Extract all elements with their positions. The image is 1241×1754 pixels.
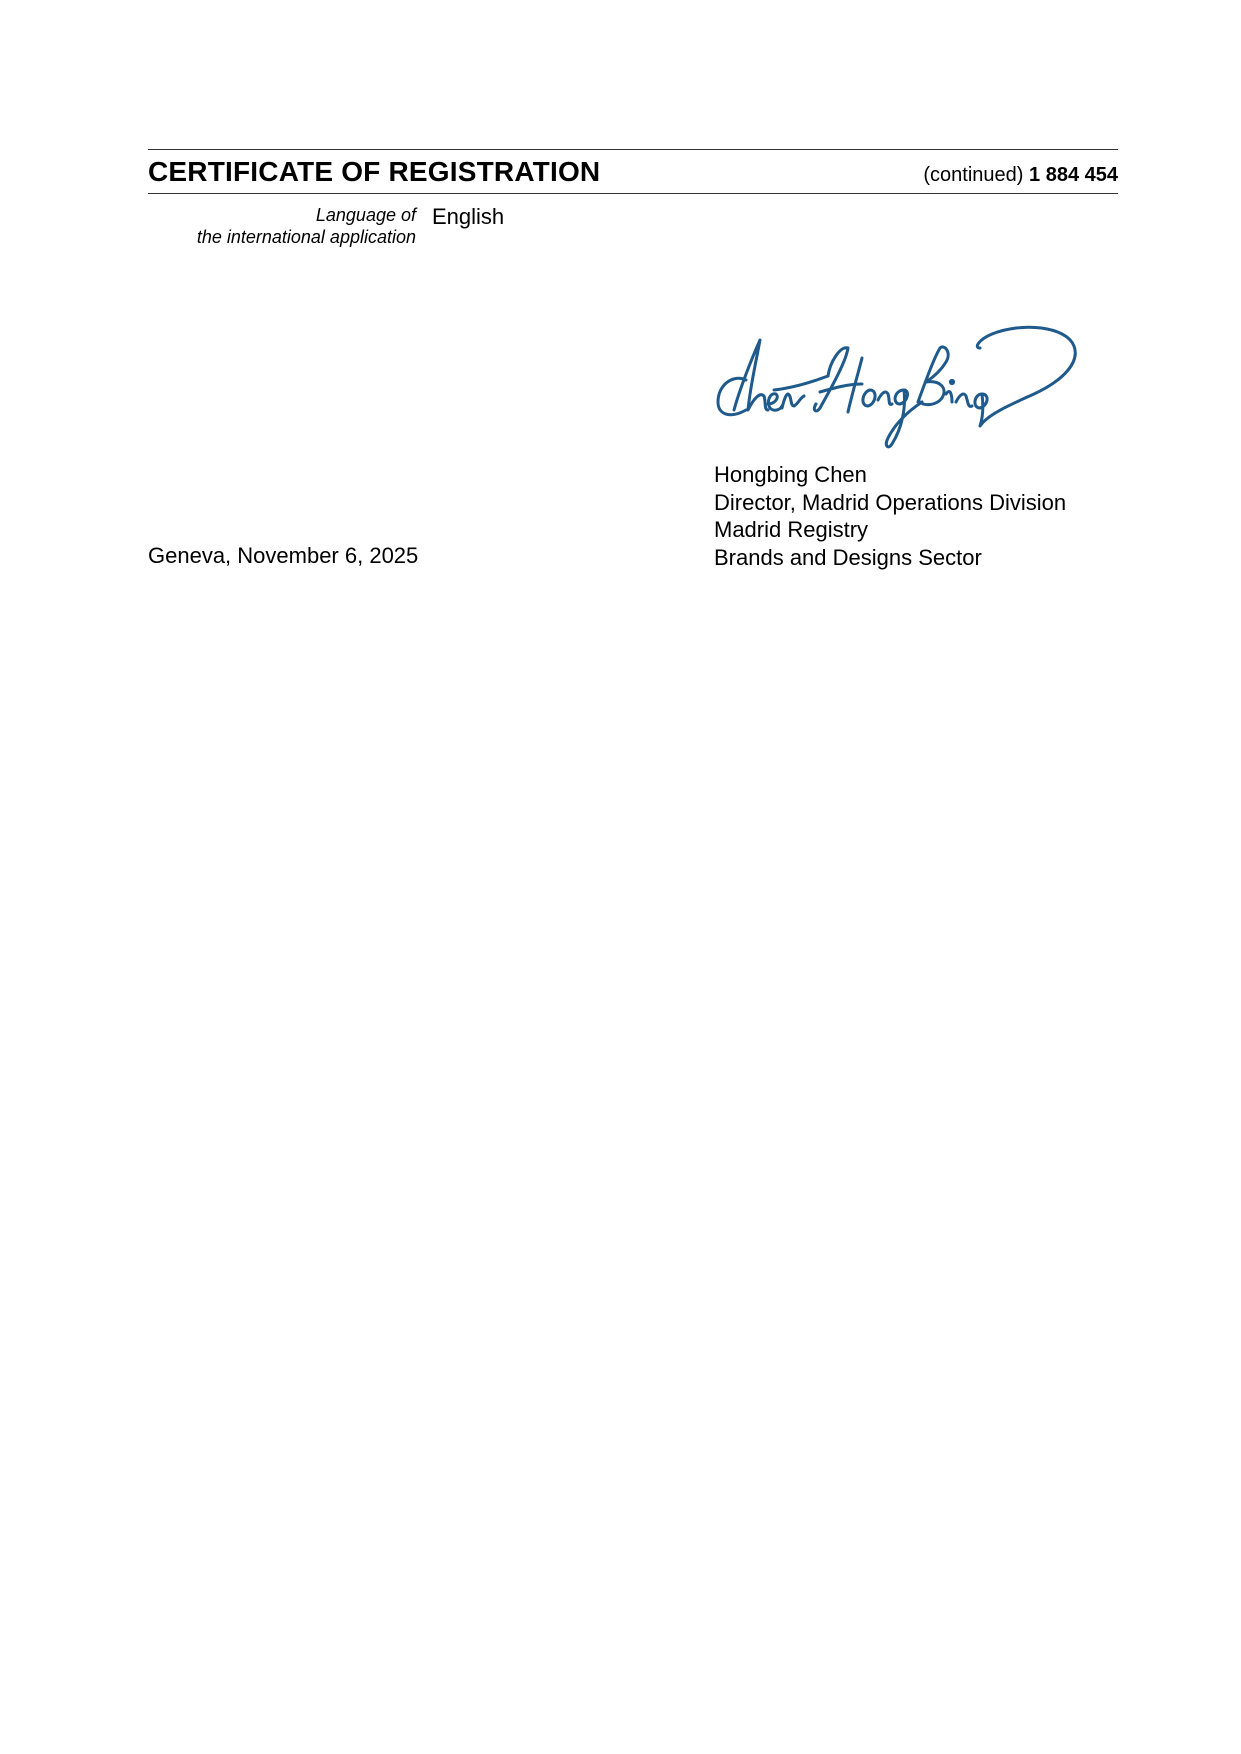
language-label [197,204,416,248]
header-bottom-rule [148,193,1118,194]
registration-number: 1 884 454 [1029,164,1118,186]
place-and-date: Geneva, November 6, 2025 [148,543,419,568]
header-top-rule [148,149,1118,150]
language-label-line2: the international application [196,227,416,247]
signatory-department: Madrid Registry [714,517,869,542]
signatory-name: Hongbing Chen [714,462,867,487]
continued-reference [923,164,1118,187]
language-value: English [432,204,505,229]
document-title: CERTIFICATE OF REGISTRATION [148,156,601,187]
handwritten-signature [712,318,1102,458]
signatory-sector: Brands and Designs Sector [714,544,982,570]
signatory-block [714,461,1066,571]
signatory-title: Director, Madrid Operations Division [714,489,1067,515]
language-label-line1: Language of [315,205,416,225]
continued-label: (continued) [923,164,1024,186]
